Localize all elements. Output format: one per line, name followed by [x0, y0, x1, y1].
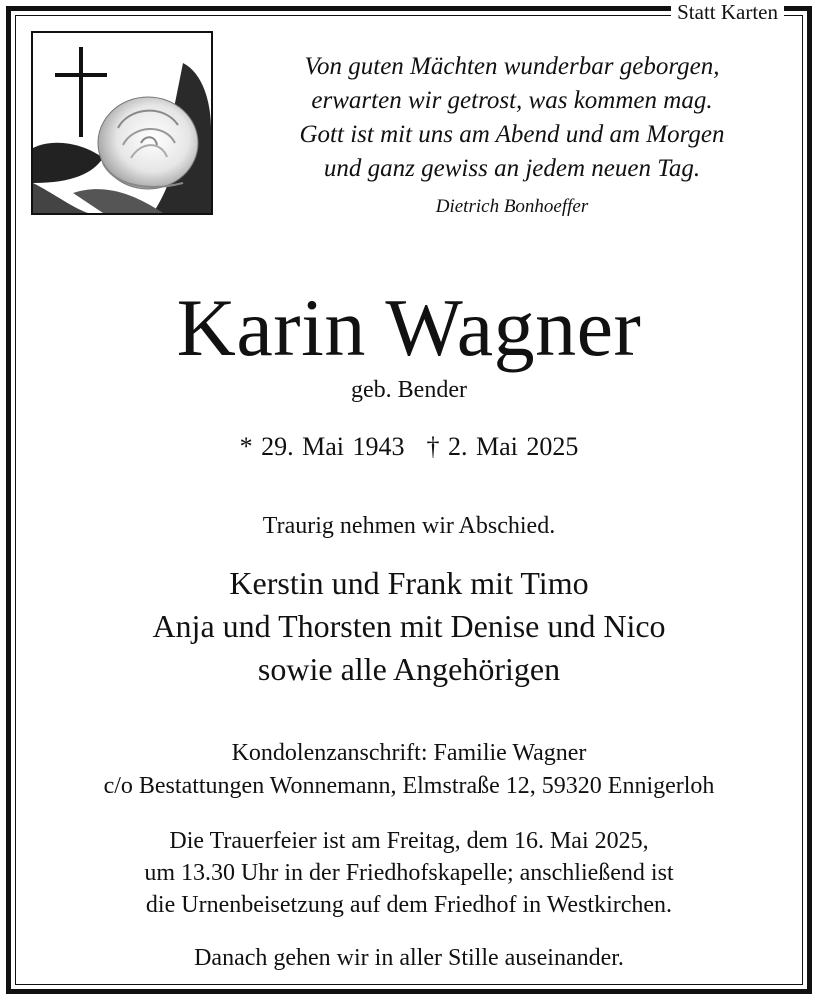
condolence-line: c/o Bestattungen Wonnemann, Elmstraße 12, 59320 Ennigerloh — [103, 773, 715, 799]
life-dates — [15, 430, 803, 464]
family-list — [15, 562, 803, 691]
death-date: † 2. Mai 2025 — [426, 432, 579, 461]
service-line: um 13.30 Uhr in der Friedhofskapelle; anschließend ist — [144, 860, 674, 886]
statt-karten-label: Statt Karten — [671, 0, 784, 24]
condolence-line: Kondolenzanschrift: Familie Wagner — [231, 740, 587, 766]
poem-line: Gott ist mit uns am Abend und am Morgen — [299, 121, 725, 148]
family-line: Kerstin und Frank mit Timo — [229, 565, 589, 601]
birth-date: * 29. Mai 1943 — [239, 432, 405, 461]
poem-line: erwarten wir getrost, was kommen mag. — [311, 87, 713, 114]
service-line: die Urnenbeisetzung auf dem Friedhof in Westkirchen. — [145, 892, 673, 918]
poem-line: Von guten Mächten wunderbar geborgen, — [304, 53, 720, 80]
poem-author: Dietrich Bonhoeffer — [435, 196, 589, 217]
funeral-service-info — [15, 825, 803, 921]
family-line: Anja und Thorsten mit Denise und Nico — [152, 608, 666, 644]
poem — [222, 50, 802, 186]
maiden-name: geb. Bender — [351, 377, 467, 403]
service-line: Die Trauerfeier ist am Freitag, dem 16. Mai 2025, — [169, 828, 649, 854]
rose-image — [33, 33, 211, 213]
farewell-text: Traurig nehmen wir Abschied. — [262, 513, 556, 539]
deceased-name: Karin Wagner — [176, 282, 642, 373]
cross-icon — [55, 47, 107, 137]
cross-rose-picture — [31, 31, 213, 215]
poem-line: und ganz gewiss an jedem neuen Tag. — [323, 155, 701, 182]
closing-text: Danach gehen wir in aller Stille auseinander. — [194, 945, 624, 971]
family-line: sowie alle Angehörigen — [257, 651, 561, 687]
condolence-address — [15, 737, 803, 803]
